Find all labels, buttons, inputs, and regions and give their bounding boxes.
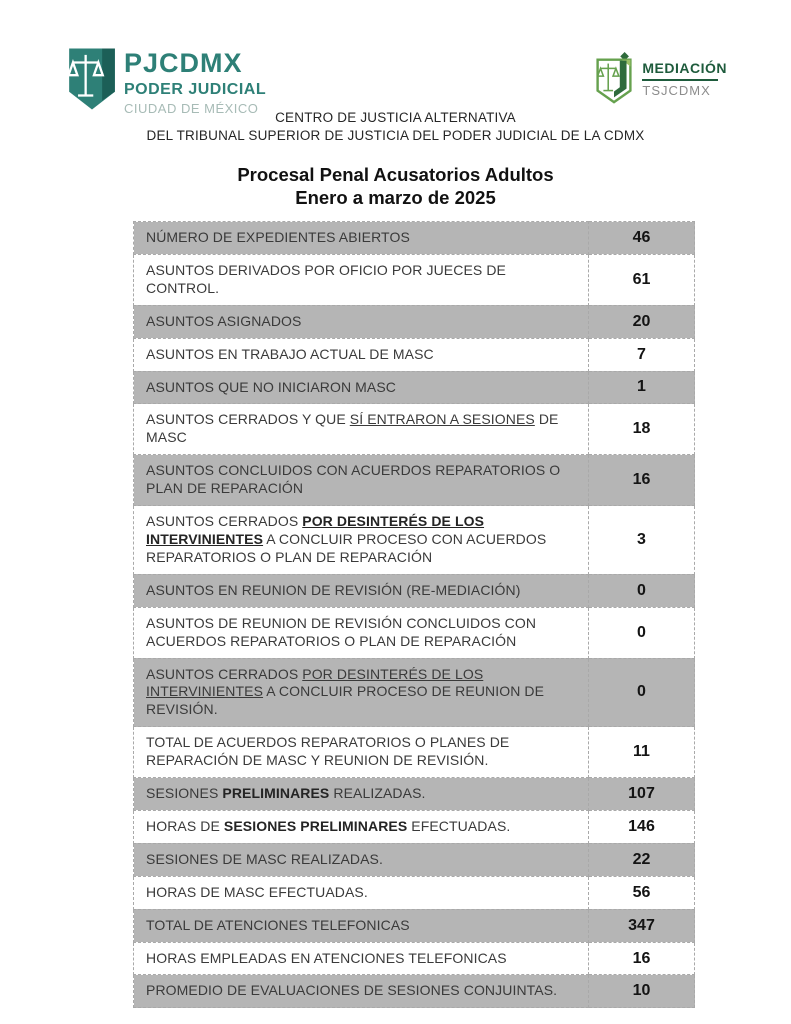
table-row (134, 778, 695, 811)
row-label: HORAS EMPLEADAS EN ATENCIONES TELEFONICAS (134, 942, 589, 975)
row-label: NÚMERO DE EXPEDIENTES ABIERTOS (134, 222, 589, 255)
row-label: SESIONES DE MASC REALIZADAS. (134, 843, 589, 876)
mediacion-shield-icon (594, 52, 634, 106)
mediacion-org: TSJCDMX (642, 83, 711, 98)
table-row (134, 574, 695, 607)
row-label: ASUNTOS DE REUNION DE REVISIÓN CONCLUIDOS CON ACUERDOS REPARATORIOS O PLAN DE REPARACIÓN (134, 607, 589, 658)
table-row (134, 810, 695, 843)
row-value: 0 (589, 574, 695, 607)
pjcdmx-shield-icon (66, 46, 118, 112)
row-value: 16 (589, 942, 695, 975)
title-line-1: Procesal Penal Acusatorios Adultos (237, 164, 554, 185)
table-row (134, 975, 695, 1008)
row-label: ASUNTOS CERRADOS Y QUE SÍ ENTRARON A SESIONES DE MASC (134, 404, 589, 455)
row-label: ASUNTOS CERRADOS POR DESINTERÉS DE LOS INTERVINIENTES A CONCLUIR PROCESO CON ACUERDOS REPARATORIOS O PLAN DE REPARACIÓN (134, 506, 589, 575)
mediacion-rule (642, 79, 718, 81)
page-title (0, 163, 791, 209)
row-label: PROMEDIO DE EVALUACIONES DE SESIONES CONJUINTAS. (134, 975, 589, 1008)
table-row (134, 876, 695, 909)
table-row (134, 607, 695, 658)
row-value: 7 (589, 338, 695, 371)
row-value: 18 (589, 404, 695, 455)
row-value: 0 (589, 607, 695, 658)
pjcdmx-logo (66, 46, 266, 115)
row-value: 0 (589, 658, 695, 727)
row-label: TOTAL DE ATENCIONES TELEFONICAS (134, 909, 589, 942)
table-row (134, 658, 695, 727)
table-row (134, 727, 695, 778)
row-value: 347 (589, 909, 695, 942)
title-line-2: Enero a marzo de 2025 (295, 187, 496, 209)
row-label: ASUNTOS CERRADOS POR DESINTERÉS DE LOS INTERVINIENTES A CONCLUIR PROCESO DE REUNION DE REVISIÓN. (134, 658, 589, 727)
table-row (134, 909, 695, 942)
institution-heading (0, 109, 791, 145)
row-value: 20 (589, 305, 695, 338)
row-label: SESIONES PRELIMINARES REALIZADAS. (134, 778, 589, 811)
mediacion-logo (594, 52, 727, 106)
row-value: 22 (589, 843, 695, 876)
row-label: HORAS DE MASC EFECTUADAS. (134, 876, 589, 909)
pjcdmx-acronym: PJCDMX (124, 48, 243, 78)
institution-line-2: DEL TRIBUNAL SUPERIOR DE JUSTICIA DEL PODER JUDICIAL DE LA CDMX (146, 128, 645, 144)
mediacion-name: MEDIACIÓN (642, 60, 727, 76)
row-label: HORAS DE SESIONES PRELIMINARES EFECTUADAS. (134, 810, 589, 843)
table-row (134, 455, 695, 506)
pjcdmx-name: PODER JUDICIAL (124, 81, 267, 98)
row-value: 61 (589, 254, 695, 305)
row-value: 146 (589, 810, 695, 843)
row-value: 16 (589, 455, 695, 506)
table-row (134, 254, 695, 305)
row-label: TOTAL DE ACUERDOS REPARATORIOS O PLANES DE REPARACIÓN DE MASC Y REUNION DE REVISIÓN. (134, 727, 589, 778)
page-header (0, 0, 791, 150)
table-row (134, 305, 695, 338)
table-row (134, 371, 695, 404)
row-value: 107 (589, 778, 695, 811)
row-label: ASUNTOS QUE NO INICIARON MASC (134, 371, 589, 404)
table-row (134, 942, 695, 975)
row-label: ASUNTOS ASIGNADOS (134, 305, 589, 338)
row-value: 46 (589, 222, 695, 255)
table-row (134, 404, 695, 455)
institution-line-1: CENTRO DE JUSTICIA ALTERNATIVA (275, 110, 516, 125)
table-row (134, 338, 695, 371)
table-row (134, 843, 695, 876)
row-value: 1 (589, 371, 695, 404)
row-label: ASUNTOS CONCLUIDOS CON ACUERDOS REPARATORIOS O PLAN DE REPARACIÓN (134, 455, 589, 506)
pjcdmx-city: CIUDAD DE MÉXICO (124, 101, 259, 116)
row-label: ASUNTOS EN TRABAJO ACTUAL DE MASC (134, 338, 589, 371)
stats-table-body (134, 222, 695, 1008)
row-value: 10 (589, 975, 695, 1008)
table-row (134, 506, 695, 575)
row-value: 11 (589, 727, 695, 778)
row-value: 56 (589, 876, 695, 909)
row-value: 3 (589, 506, 695, 575)
table-row (134, 222, 695, 255)
stats-table (133, 221, 695, 1008)
row-label: ASUNTOS EN REUNION DE REVISIÓN (RE-MEDIACIÓN) (134, 574, 589, 607)
row-label: ASUNTOS DERIVADOS POR OFICIO POR JUECES DE CONTROL. (134, 254, 589, 305)
